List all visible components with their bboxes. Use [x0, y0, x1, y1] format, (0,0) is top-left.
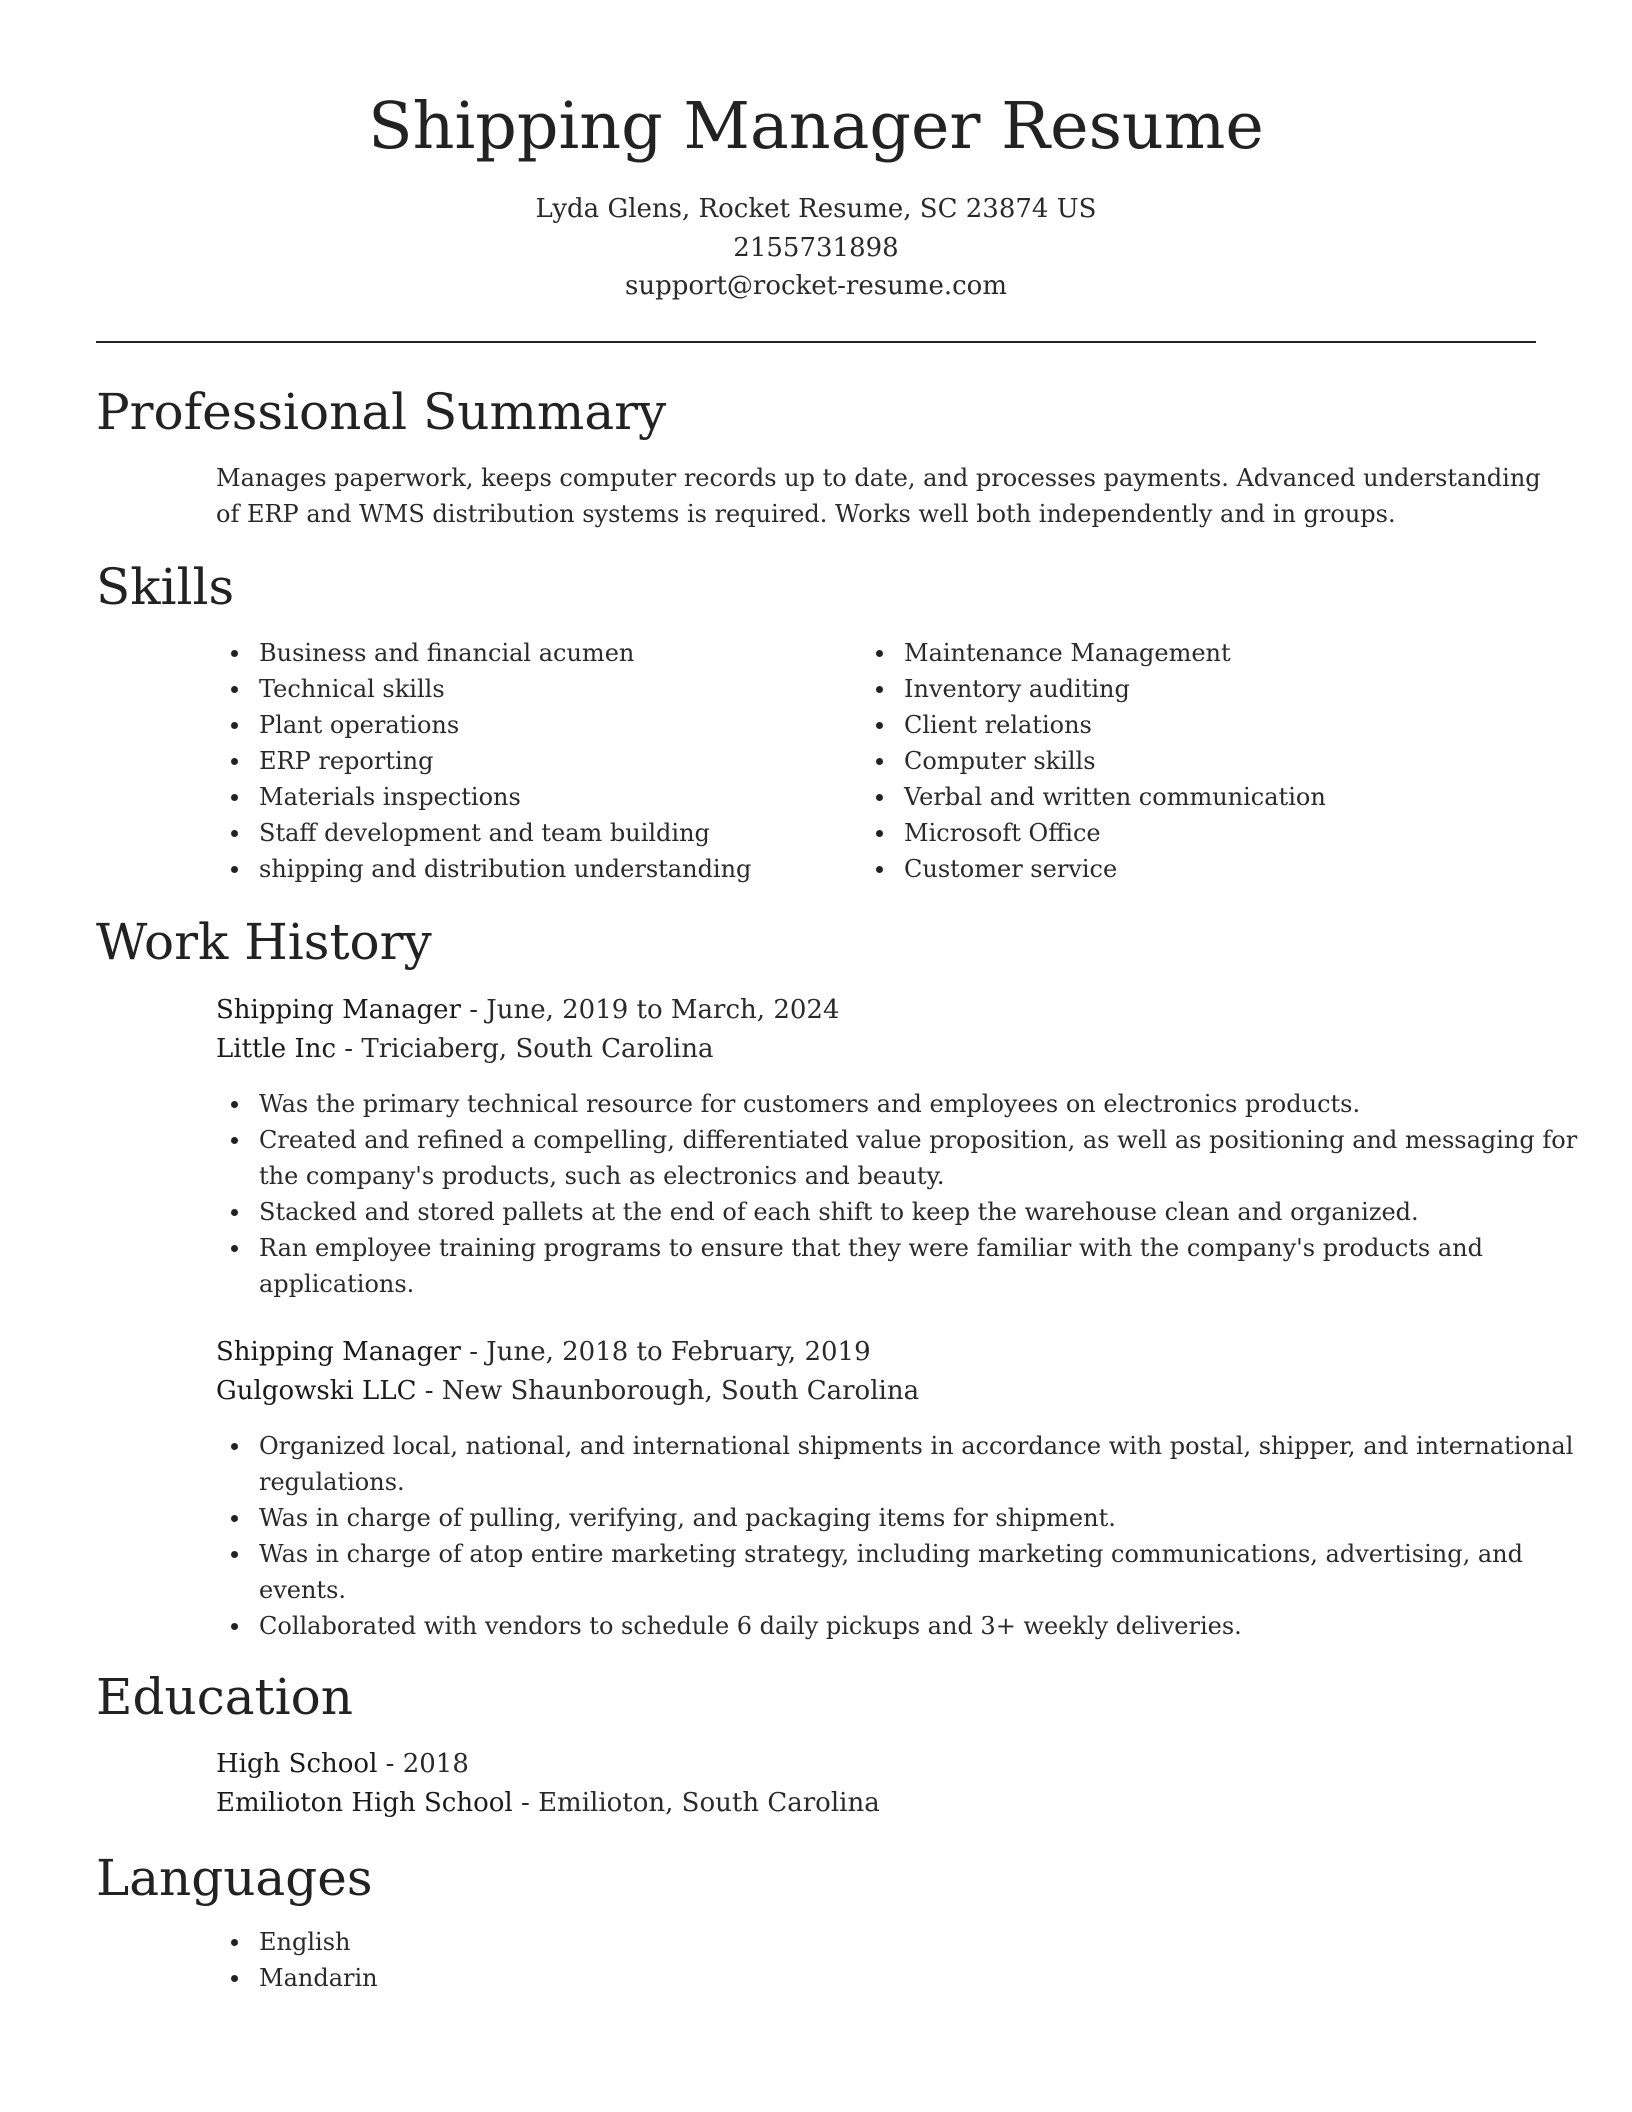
- separator: -: [460, 995, 487, 1025]
- education-location: Emilioton, South Carolina: [538, 1788, 880, 1818]
- education-school-line: [216, 1784, 880, 1822]
- resume-title: Shipping Manager Resume: [368, 89, 1264, 164]
- separator: -: [416, 1376, 442, 1406]
- separator: -: [377, 1749, 403, 1779]
- job-bullet: Was the primary technical resource for customers and employees on electronics products.: [216, 1086, 1596, 1122]
- skill-item: Microsoft Office: [861, 815, 1521, 851]
- separator: -: [512, 1788, 539, 1818]
- job-company-line: [216, 1030, 713, 1068]
- skill-item: Business and financial acumen: [216, 635, 856, 671]
- separator: -: [460, 1337, 487, 1367]
- skill-item: Materials inspections: [216, 779, 856, 815]
- skill-item: Verbal and written communication: [861, 779, 1521, 815]
- job-bullets: [216, 1086, 1596, 1302]
- job-location: Triciaberg, South Carolina: [361, 1034, 714, 1064]
- job-dates: June, 2018 to February, 2019: [486, 1337, 871, 1367]
- education-degree-line: [216, 1745, 469, 1783]
- job-company: Gulgowski LLC: [216, 1376, 417, 1406]
- job-bullets: [216, 1428, 1596, 1644]
- skill-item: Computer skills: [861, 743, 1521, 779]
- job-company-line: [216, 1372, 919, 1410]
- work-history-heading: Work History: [96, 913, 432, 971]
- skills-list-right: [861, 635, 1521, 887]
- languages-heading: Languages: [96, 1849, 373, 1907]
- job-title-line: [216, 991, 839, 1029]
- job-bullet: Was in charge of atop entire marketing strategy, including marketing communications, advertising, and events.: [216, 1536, 1596, 1608]
- job-company: Little Inc: [216, 1034, 337, 1064]
- job-bullet: Was in charge of pulling, verifying, and packaging items for shipment.: [216, 1500, 1596, 1536]
- contact-address: Lyda Glens, Rocket Resume, SC 23874 US: [535, 194, 1097, 224]
- job-dates: June, 2019 to March, 2024: [486, 995, 840, 1025]
- language-item: Mandarin: [216, 1960, 816, 1996]
- education-school: Emilioton High School: [216, 1788, 513, 1818]
- job-bullet: Ran employee training programs to ensure that they were familiar with the company's products and applications.: [216, 1230, 1596, 1302]
- skills-heading: Skills: [96, 558, 235, 616]
- skills-list-left: [216, 635, 856, 887]
- separator: -: [336, 1034, 362, 1064]
- contact-email: support@rocket-resume.com: [624, 271, 1007, 301]
- language-item: English: [216, 1924, 816, 1960]
- skill-item: shipping and distribution understanding: [216, 851, 856, 887]
- contact-phone: 2155731898: [733, 233, 899, 263]
- skill-item: Customer service: [861, 851, 1521, 887]
- job-location: New Shaunborough, South Carolina: [441, 1376, 920, 1406]
- languages-list: [216, 1924, 816, 1996]
- education-year: 2018: [402, 1749, 469, 1779]
- skill-item: Maintenance Management: [861, 635, 1521, 671]
- skill-item: Plant operations: [216, 707, 856, 743]
- skill-item: ERP reporting: [216, 743, 856, 779]
- education-degree: High School: [216, 1749, 378, 1779]
- summary-text: Manages paperwork, keeps computer records up to date, and processes payments. Advanced understanding of ERP and WMS distribution systems is required. Works well both independently and in groups.: [216, 464, 1541, 528]
- job-bullet: Stacked and stored pallets at the end of each shift to keep the warehouse clean and organized.: [216, 1194, 1596, 1230]
- job-title: Shipping Manager: [216, 1337, 461, 1367]
- skill-item: Staff development and team building: [216, 815, 856, 851]
- job-bullet: Created and refined a compelling, differentiated value proposition, as well as positioning and messaging for the company's products, such as electronics and beauty.: [216, 1122, 1596, 1194]
- job-title: Shipping Manager: [216, 995, 461, 1025]
- job-bullet: Collaborated with vendors to schedule 6 daily pickups and 3+ weekly deliveries.: [216, 1608, 1596, 1644]
- summary-heading: Professional Summary: [96, 383, 667, 441]
- header-divider: [96, 341, 1536, 343]
- job-title-line: [216, 1333, 871, 1371]
- education-heading: Education: [96, 1668, 353, 1726]
- skill-item: Inventory auditing: [861, 671, 1521, 707]
- skill-item: Client relations: [861, 707, 1521, 743]
- skill-item: Technical skills: [216, 671, 856, 707]
- job-bullet: Organized local, national, and international shipments in accordance with postal, shipper, and international regulations.: [216, 1428, 1596, 1500]
